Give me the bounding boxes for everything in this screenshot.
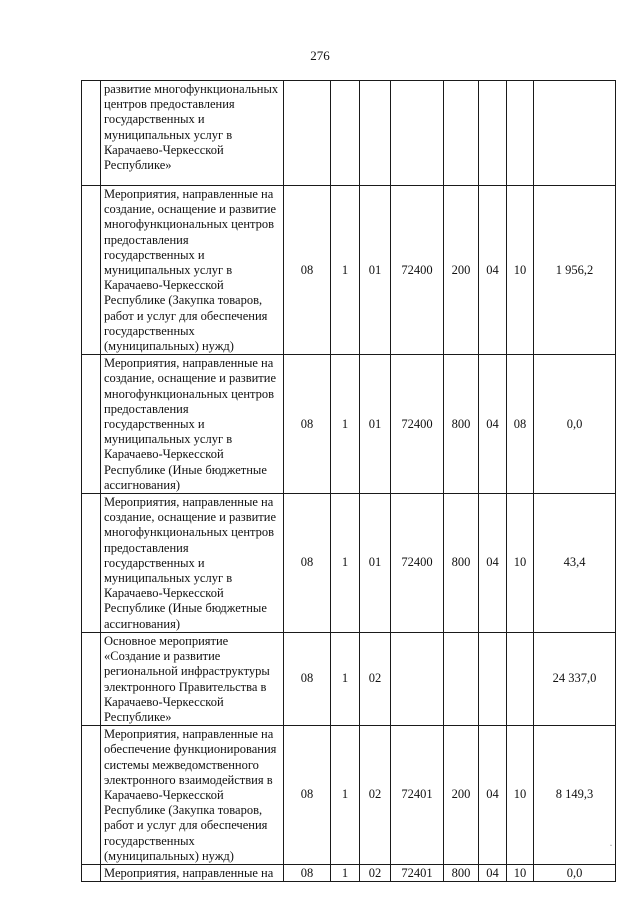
code-cell: 08 — [284, 355, 331, 494]
amount-cell: 0,0 — [534, 864, 616, 881]
amount-cell: 8 149,3 — [534, 726, 616, 865]
row-number-cell — [82, 186, 101, 355]
code-cell: 1 — [331, 355, 360, 494]
code-cell: 1 — [331, 632, 360, 725]
code-cell — [360, 81, 391, 186]
code-cell: 72400 — [391, 186, 444, 355]
code-cell: 02 — [360, 632, 391, 725]
amount-cell: 43,4 — [534, 494, 616, 633]
table-row — [82, 355, 616, 494]
row-number-cell — [82, 355, 101, 494]
amount-cell: 1 956,2 — [534, 186, 616, 355]
code-cell: 1 — [331, 494, 360, 633]
code-cell: 1 — [331, 726, 360, 865]
code-cell — [479, 81, 507, 186]
code-cell: 1 — [331, 186, 360, 355]
description-cell: Основное мероприятие «Создание и развитие региональной инфраструктуры электронного Правительства в Карачаево-Черкесской Республике» — [101, 632, 284, 725]
code-cell: 200 — [444, 186, 479, 355]
row-number-cell — [82, 632, 101, 725]
row-number-cell — [82, 726, 101, 865]
code-cell: 800 — [444, 864, 479, 881]
code-cell: 72401 — [391, 726, 444, 865]
code-cell — [444, 81, 479, 186]
table-row — [82, 81, 616, 186]
code-cell — [479, 632, 507, 725]
code-cell — [507, 81, 534, 186]
code-cell — [391, 81, 444, 186]
budget-table — [81, 80, 616, 882]
code-cell: 72401 — [391, 864, 444, 881]
code-cell — [391, 632, 444, 725]
code-cell: 02 — [360, 864, 391, 881]
table-row — [82, 186, 616, 355]
code-cell: 72400 — [391, 494, 444, 633]
code-cell: 10 — [507, 864, 534, 881]
amount-cell: 0,0 — [534, 355, 616, 494]
code-cell: 01 — [360, 355, 391, 494]
description-cell: развитие многофункциональных центров предоставления государственных и муниципальных услуг в Карачаево-Черкесской Республике» — [101, 81, 284, 186]
scan-artifact: · — [609, 838, 613, 852]
page-number: 276 — [310, 48, 330, 63]
code-cell: 04 — [479, 355, 507, 494]
code-cell: 10 — [507, 726, 534, 865]
description-cell: Мероприятия, направленные на обеспечение функционирования системы межведомственного электронного взаимодействия в Карачаево-Черкесской Республике (Закупка товаров, работ и услуг для обеспечения государственных (муниципальных) нужд) — [101, 726, 284, 865]
code-cell: 1 — [331, 864, 360, 881]
code-cell: 08 — [507, 355, 534, 494]
code-cell: 08 — [284, 632, 331, 725]
code-cell: 08 — [284, 864, 331, 881]
code-cell — [507, 632, 534, 725]
code-cell: 08 — [284, 494, 331, 633]
code-cell: 08 — [284, 726, 331, 865]
code-cell: 04 — [479, 186, 507, 355]
table-row — [82, 726, 616, 865]
code-cell: 02 — [360, 726, 391, 865]
code-cell: 01 — [360, 186, 391, 355]
code-cell: 10 — [507, 494, 534, 633]
code-cell: 800 — [444, 355, 479, 494]
table-row — [82, 632, 616, 725]
code-cell: 04 — [479, 726, 507, 865]
code-cell: 01 — [360, 494, 391, 633]
description-cell: Мероприятия, направленные на создание, оснащение и развитие многофункциональных центров предоставления государственных и муниципальных услуг в Карачаево-Черкесской Республике (Иные бюджетные ассигнования) — [101, 355, 284, 494]
row-number-cell — [82, 864, 101, 881]
code-cell — [444, 632, 479, 725]
code-cell: 72400 — [391, 355, 444, 494]
code-cell — [331, 81, 360, 186]
table-row — [82, 494, 616, 633]
row-number-cell — [82, 81, 101, 186]
code-cell: 04 — [479, 864, 507, 881]
amount-cell: 24 337,0 — [534, 632, 616, 725]
description-cell: Мероприятия, направленные на — [101, 864, 284, 881]
code-cell: 10 — [507, 186, 534, 355]
amount-cell — [534, 81, 616, 186]
row-number-cell — [82, 494, 101, 633]
code-cell: 04 — [479, 494, 507, 633]
code-cell — [284, 81, 331, 186]
code-cell: 08 — [284, 186, 331, 355]
description-cell: Мероприятия, направленные на создание, оснащение и развитие многофункциональных центров предоставления государственных и муниципальных услуг в Карачаево-Черкесской Республике (Иные бюджетные ассигнования) — [101, 494, 284, 633]
code-cell: 800 — [444, 494, 479, 633]
code-cell: 200 — [444, 726, 479, 865]
table-row — [82, 864, 616, 881]
description-cell: Мероприятия, направленные на создание, оснащение и развитие многофункциональных центров предоставления государственных и муниципальных услуг в Карачаево-Черкесской Республике (Закупка товаров, работ и услуг для обеспечения государственных (муниципальных) нужд) — [101, 186, 284, 355]
